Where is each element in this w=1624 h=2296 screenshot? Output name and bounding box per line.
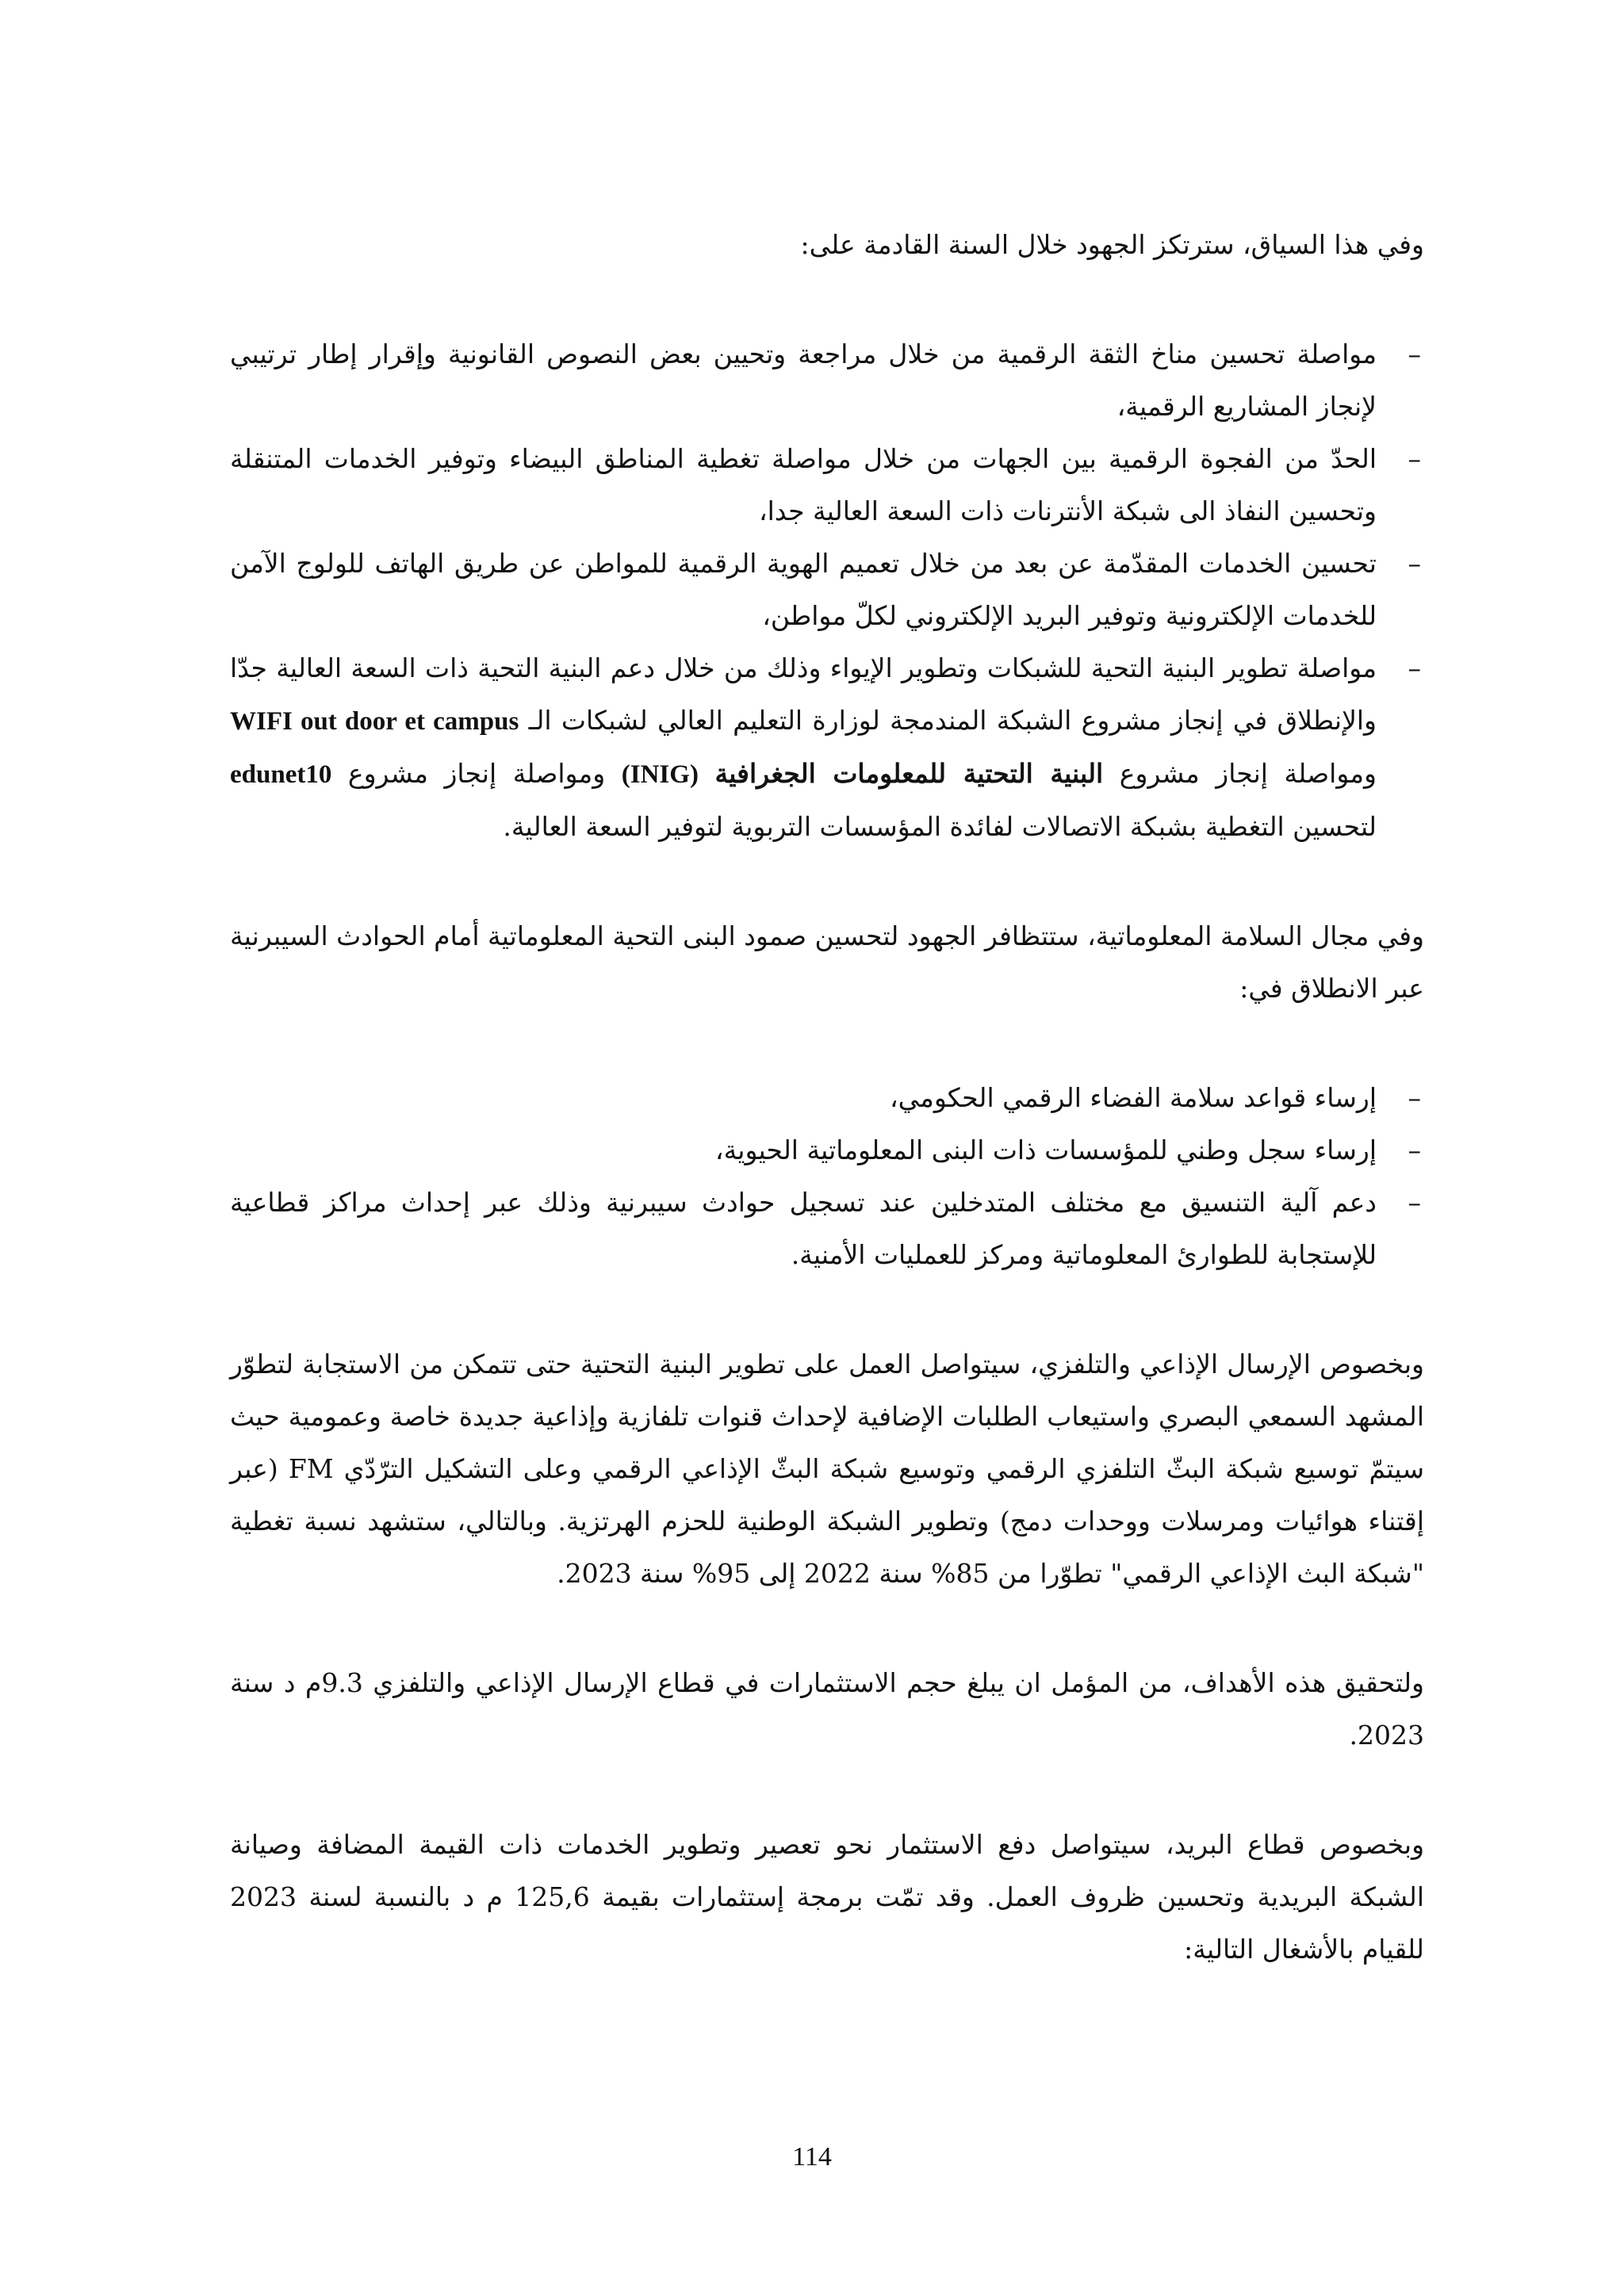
security-paragraph: وفي مجال السلامة المعلوماتية، ستتظافر الجهود لتحسين صمود البنى التحية المعلوماتية أمام الحوادث السيبرنية عبر الانطلاق في: — [230, 920, 1424, 1004]
list-item — [230, 642, 1377, 853]
bold-term: WIFI out door et campus — [230, 707, 519, 736]
bold-term: edunet10 — [230, 760, 332, 789]
item-text: لتحسين التغطية بشبكة الاتصالات لفائدة المؤسسات التربوية لتوفير السعة العالية. — [503, 811, 1377, 842]
postal-paragraph: وبخصوص قطاع البريد، سيتواصل دفع الاستثمار نحو تعصير وتطوير الخدمات ذات القيمة المضافة وصيانة الشبكة البريدية وتحسين ظروف العمل. وقد تمّت برمجة إستثمارات بقيمة 125,6 م د بالنسبة لسنة 2023 للقيام بالأشغال التالية: — [230, 1829, 1425, 1965]
list-item: – دعم آلية التنسيق مع مختلف المتدخلين عند تسجيل حوادث سيبرنية وذلك عبر إحداث مراكز قطاعية للإستجابة للطوارئ المعلوماتية ومركز للعمليات الأمنية. — [230, 1177, 1377, 1281]
list-item: – إرساء قواعد سلامة الفضاء الرقمي الحكومي، — [230, 1072, 1377, 1124]
security-goals-list — [230, 1072, 1424, 1281]
item-text: ومواصلة إنجاز مشروع — [331, 758, 622, 789]
list-item: – تحسين الخدمات المقدّمة عن بعد من خلال تعميم الهوية الرقمية للمواطن عن طريق الهاتف للولوج الآمن للخدمات الإلكترونية وتوفير البريد الإلكتروني لكلّ مواطن، — [230, 538, 1377, 642]
document-body — [230, 219, 1424, 2033]
investment-paragraph: ولتحقيق هذه الأهداف، من المؤمل ان يبلغ حجم الاستثمارات في قطاع الإرسال الإذاعي والتلفزي 9.3م د سنة 2023. — [230, 1667, 1424, 1751]
list-item: – الحدّ من الفجوة الرقمية بين الجهات من خلال مواصلة تغطية المناطق البيضاء وتوفير الخدمات المتنقلة وتحسين النفاذ الى شبكة الأنترنات ذات السعة العالية جدا، — [230, 433, 1377, 538]
list-item: – إرساء سجل وطني للمؤسسات ذات البنى المعلوماتية الحيوية، — [230, 1124, 1377, 1177]
digital-goals-list — [230, 328, 1424, 853]
bold-term: البنية التحتية للمعلومات الجغرافية — [714, 758, 1104, 789]
bold-term: (INIG) — [621, 760, 699, 789]
intro-paragraph: وفي هذا السياق، سترتكز الجهود خلال السنة القادمة على: — [800, 229, 1424, 260]
item-text — [699, 758, 715, 789]
page-number: 114 — [792, 2142, 832, 2172]
item-text: ومواصلة إنجاز مشروع — [1103, 758, 1377, 789]
broadcast-paragraph: وبخصوص الإرسال الإذاعي والتلفزي، سيتواصل العمل على تطوير البنية التحتية حتى تتمكن من الاستجابة لتطوّر المشهد السمعي البصري واستيعاب الطلبات الإضافية لإحداث قنوات تلفازية وإذاعية جديدة خاصة وعمومية حيث سيتمّ توسيع شبكة البثّ التلفزي الرقمي وتوسيع شبكة البثّ الإذاعي الرقمي وعلى التشكيل الترّدّي FM (عبر إقتناء هوائيات ومرسلات ووحدات دمج) وتطوير الشبكة الوطنية للحزم الهرتزية. وبالتالي، ستشهد نسبة تغطية "شبكة البث الإذاعي الرقمي" تطوّرا من 85% سنة 2022 إلى 95% سنة 2023. — [230, 1349, 1424, 1589]
list-item: – مواصلة تحسين مناخ الثقة الرقمية من خلال مراجعة وتحيين بعض النصوص القانونية وإقرار إطار ترتيبي لإنجاز المشاريع الرقمية، — [230, 328, 1377, 433]
item-text: مواصلة تطوير البنية التحية للشبكات وتطوير الإيواء وذلك من خلال دعم البنية التحية ذات السعة العالية جدّا والإنطلاق في إنجاز مشروع الشبكة المندمجة لوزارة التعليم العالي لشبكات الـ — [230, 652, 1377, 736]
